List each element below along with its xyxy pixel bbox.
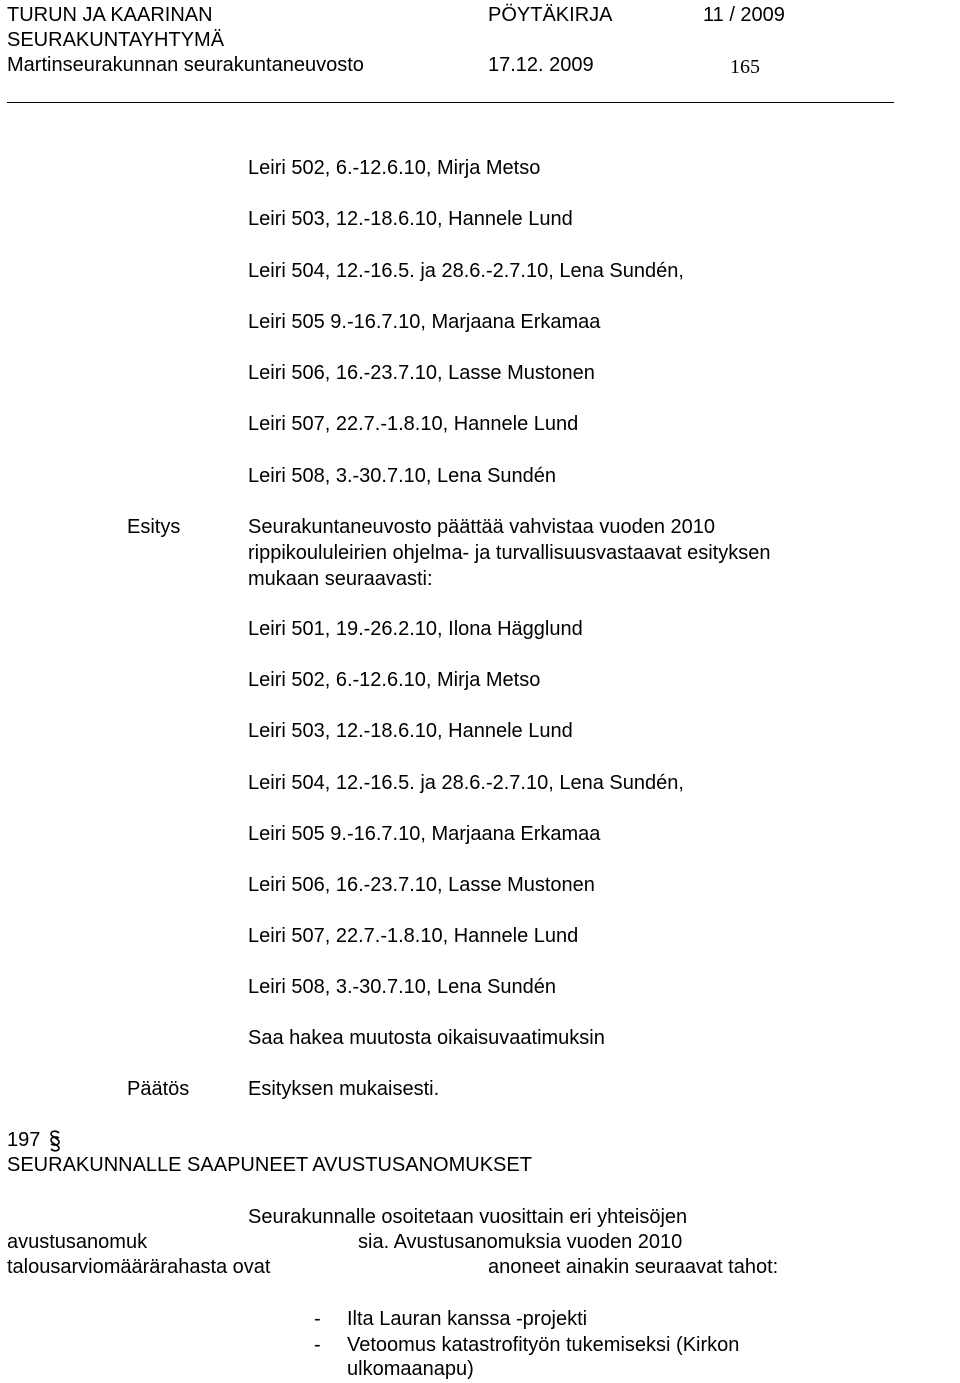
camp-line: Leiri 503, 12.-18.6.10, Hannele Lund <box>248 720 573 742</box>
org-name-line2: SEURAKUNTAYHTYMÄ <box>7 29 225 51</box>
camp-line: Leiri 507, 22.7.-1.8.10, Hannele Lund <box>248 413 579 435</box>
camp-line: Leiri 504, 12.-16.5. ja 28.6.-2.7.10, Lena Sundén, <box>248 772 684 794</box>
camp-line: Leiri 502, 6.-12.6.10, Mirja Metso <box>248 669 541 691</box>
body-name: Martinseurakunnan seurakuntaneuvosto <box>7 54 364 76</box>
esitys-label: Esitys <box>127 516 181 538</box>
section-number: 197 <box>7 1129 41 1151</box>
section-sign-icon <box>48 1130 62 1152</box>
esitys-text: rippikoululeirien ohjelma- ja turvallisuusvastaavat esityksen <box>248 542 771 564</box>
list-item: ulkomaanapu) <box>347 1358 474 1380</box>
camp-line: Leiri 505 9.-16.7.10, Marjaana Erkamaa <box>248 311 601 333</box>
list-item: Vetoomus katastrofityön tukemiseksi (Kirkon <box>347 1334 740 1356</box>
section-intro: anoneet ainakin seuraavat tahot: <box>488 1256 779 1278</box>
esitys-text: mukaan seuraavasti: <box>248 568 433 590</box>
section-intro: avustusanomuk <box>7 1231 148 1253</box>
camp-line: Leiri 504, 12.-16.5. ja 28.6.-2.7.10, Lena Sundén, <box>248 260 684 282</box>
meeting-date: 17.12. 2009 <box>488 54 594 76</box>
section-intro: Seurakunnalle osoitetaan vuosittain eri yhteisöjen <box>248 1206 688 1228</box>
doc-number: 11 / 2009 <box>703 4 785 26</box>
section-title: SEURAKUNNALLE SAAPUNEET AVUSTUSANOMUKSET <box>7 1154 532 1176</box>
camp-line: Leiri 506, 16.-23.7.10, Lasse Mustonen <box>248 362 595 384</box>
paatos-label: Päätös <box>127 1078 190 1100</box>
camp-line: Leiri 502, 6.-12.6.10, Mirja Metso <box>248 157 541 179</box>
doc-type: PÖYTÄKIRJA <box>488 4 613 26</box>
camp-line: Leiri 507, 22.7.-1.8.10, Hannele Lund <box>248 925 579 947</box>
list-bullet: - <box>314 1308 321 1330</box>
camp-line: Leiri 508, 3.-30.7.10, Lena Sundén <box>248 465 557 487</box>
page-number: 165 <box>730 56 760 78</box>
section-intro: sia. Avustusanomuksia vuoden 2010 <box>358 1231 683 1253</box>
list-item: Ilta Lauran kanssa -projekti <box>347 1308 588 1330</box>
camp-line: Leiri 501, 19.-26.2.10, Ilona Hägglund <box>248 618 583 640</box>
list-bullet: - <box>314 1334 321 1356</box>
appeal-note: Saa hakea muutosta oikaisuvaatimuksin <box>248 1027 605 1049</box>
section-intro: talousarviomäärärahasta ovat <box>7 1256 271 1278</box>
camp-line: Leiri 503, 12.-18.6.10, Hannele Lund <box>248 208 573 230</box>
esitys-text: Seurakuntaneuvosto päättää vahvistaa vuoden 2010 <box>248 516 716 538</box>
header-rule <box>7 102 894 103</box>
org-name-line1: TURUN JA KAARINAN <box>7 4 213 26</box>
camp-line: Leiri 505 9.-16.7.10, Marjaana Erkamaa <box>248 823 601 845</box>
camp-line: Leiri 506, 16.-23.7.10, Lasse Mustonen <box>248 874 595 896</box>
camp-line: Leiri 508, 3.-30.7.10, Lena Sundén <box>248 976 557 998</box>
paatos-text: Esityksen mukaisesti. <box>248 1078 440 1100</box>
